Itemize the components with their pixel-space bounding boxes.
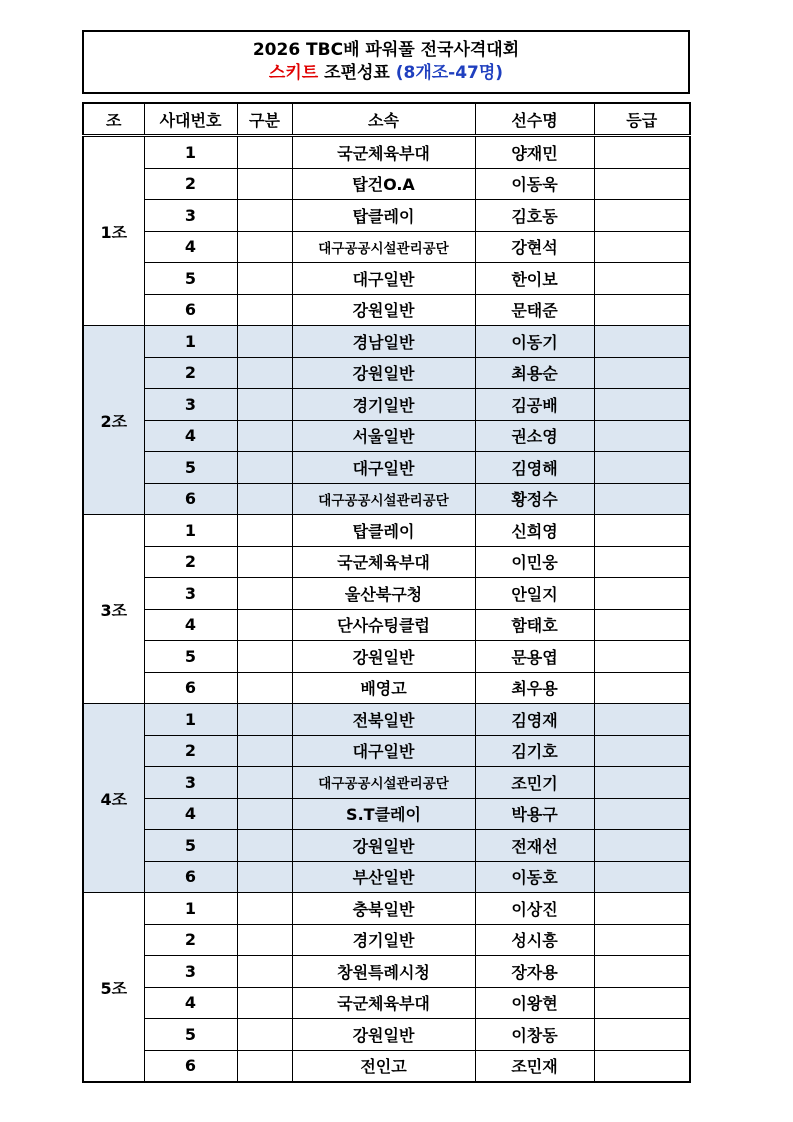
team-cell: 경남일반 — [292, 326, 475, 358]
team-cell: 탑건O.A — [292, 168, 475, 200]
grade-cell — [594, 609, 690, 641]
table-row — [83, 200, 690, 232]
player-name-cell: 김공배 — [475, 389, 594, 421]
document-subtitle — [84, 62, 688, 84]
type-cell — [237, 830, 292, 862]
lane-number-cell: 1 — [144, 893, 237, 925]
grade-cell — [594, 546, 690, 578]
lane-number-cell: 1 — [144, 515, 237, 547]
lane-number-cell: 2 — [144, 735, 237, 767]
grade-cell — [594, 578, 690, 610]
type-cell — [237, 767, 292, 799]
team-cell: 대구일반 — [292, 452, 475, 484]
team-cell: 배영고 — [292, 672, 475, 704]
player-name-cell: 전재선 — [475, 830, 594, 862]
type-cell — [237, 263, 292, 295]
lane-number-cell: 4 — [144, 987, 237, 1019]
grade-cell — [594, 168, 690, 200]
team-cell: 대구공공시설관리공단 — [292, 483, 475, 515]
player-name-cell: 이왕현 — [475, 987, 594, 1019]
table-row — [83, 672, 690, 704]
team-cell: 강원일반 — [292, 641, 475, 673]
lane-number-cell: 5 — [144, 830, 237, 862]
lane-number-cell: 1 — [144, 704, 237, 736]
lane-number-cell: 2 — [144, 168, 237, 200]
table-row — [83, 357, 690, 389]
type-cell — [237, 294, 292, 326]
team-cell: 강원일반 — [292, 1019, 475, 1051]
group-label: 1조 — [83, 136, 144, 326]
team-cell: 대구공공시설관리공단 — [292, 767, 475, 799]
table-row — [83, 578, 690, 610]
group-label: 4조 — [83, 704, 144, 893]
lane-number-cell: 5 — [144, 263, 237, 295]
type-cell — [237, 924, 292, 956]
table-row — [83, 704, 690, 736]
event-name: 스키트 — [268, 63, 319, 83]
type-cell — [237, 168, 292, 200]
player-name-cell: 신희영 — [475, 515, 594, 547]
type-cell — [237, 546, 292, 578]
lane-number-cell: 6 — [144, 483, 237, 515]
grade-cell — [594, 1019, 690, 1051]
player-name-cell: 문태준 — [475, 294, 594, 326]
table-row — [83, 987, 690, 1019]
table-row — [83, 861, 690, 893]
table-row — [83, 641, 690, 673]
team-cell: 강원일반 — [292, 294, 475, 326]
player-name-cell: 양재민 — [475, 136, 594, 169]
player-name-cell: 김영해 — [475, 452, 594, 484]
lane-number-cell: 3 — [144, 389, 237, 421]
column-header-player: 선수명 — [475, 103, 594, 136]
grade-cell — [594, 924, 690, 956]
lane-number-cell: 4 — [144, 420, 237, 452]
type-cell — [237, 609, 292, 641]
type-cell — [237, 452, 292, 484]
lane-number-cell: 3 — [144, 578, 237, 610]
table-row — [83, 452, 690, 484]
group-label: 5조 — [83, 893, 144, 1083]
grade-cell — [594, 798, 690, 830]
team-cell: 울산북구청 — [292, 578, 475, 610]
lane-number-cell: 6 — [144, 294, 237, 326]
player-name-cell: 한이보 — [475, 263, 594, 295]
type-cell — [237, 357, 292, 389]
lane-number-cell: 5 — [144, 641, 237, 673]
lane-number-cell: 1 — [144, 326, 237, 358]
team-cell: 국군체육부대 — [292, 136, 475, 169]
team-cell: 부산일반 — [292, 861, 475, 893]
lane-number-cell: 5 — [144, 1019, 237, 1051]
type-cell — [237, 389, 292, 421]
team-cell: 대구일반 — [292, 735, 475, 767]
lane-number-cell: 1 — [144, 136, 237, 169]
roster-table — [82, 102, 691, 1083]
lane-number-cell: 3 — [144, 767, 237, 799]
table-row — [83, 483, 690, 515]
team-cell: 충북일반 — [292, 893, 475, 925]
lane-number-cell: 2 — [144, 357, 237, 389]
table-row — [83, 231, 690, 263]
grade-cell — [594, 136, 690, 169]
type-cell — [237, 704, 292, 736]
team-cell: 창원특례시청 — [292, 956, 475, 988]
player-name-cell: 최우용 — [475, 672, 594, 704]
player-name-cell: 이창동 — [475, 1019, 594, 1051]
grade-cell — [594, 389, 690, 421]
type-cell — [237, 515, 292, 547]
type-cell — [237, 231, 292, 263]
player-name-cell: 권소영 — [475, 420, 594, 452]
grade-cell — [594, 672, 690, 704]
player-name-cell: 김기호 — [475, 735, 594, 767]
table-row — [83, 798, 690, 830]
type-cell — [237, 420, 292, 452]
player-name-cell: 강현석 — [475, 231, 594, 263]
grade-cell — [594, 641, 690, 673]
title-box — [82, 30, 690, 94]
table-row — [83, 515, 690, 547]
team-cell: 전인고 — [292, 1050, 475, 1082]
type-cell — [237, 1050, 292, 1082]
type-cell — [237, 200, 292, 232]
type-cell — [237, 136, 292, 169]
type-cell — [237, 641, 292, 673]
grade-cell — [594, 893, 690, 925]
team-cell: 국군체육부대 — [292, 546, 475, 578]
grade-cell — [594, 861, 690, 893]
player-name-cell: 황정수 — [475, 483, 594, 515]
player-name-cell: 김영재 — [475, 704, 594, 736]
player-name-cell: 장자용 — [475, 956, 594, 988]
player-name-cell: 이상진 — [475, 893, 594, 925]
table-row — [83, 735, 690, 767]
player-name-cell: 이민웅 — [475, 546, 594, 578]
grade-cell — [594, 357, 690, 389]
grade-cell — [594, 420, 690, 452]
table-row — [83, 609, 690, 641]
group-count: (8개조-47명) — [395, 63, 504, 83]
table-row — [83, 168, 690, 200]
team-cell: 강원일반 — [292, 357, 475, 389]
table-row — [83, 546, 690, 578]
grade-cell — [594, 294, 690, 326]
lane-number-cell: 2 — [144, 924, 237, 956]
player-name-cell: 조민재 — [475, 1050, 594, 1082]
team-cell: 단사슈팅클럽 — [292, 609, 475, 641]
grade-cell — [594, 452, 690, 484]
player-name-cell: 박용구 — [475, 798, 594, 830]
team-cell: 서울일반 — [292, 420, 475, 452]
player-name-cell: 조민기 — [475, 767, 594, 799]
table-row — [83, 420, 690, 452]
column-header-type: 구분 — [237, 103, 292, 136]
lane-number-cell: 3 — [144, 956, 237, 988]
team-cell: 탑클레이 — [292, 200, 475, 232]
player-name-cell: 문용엽 — [475, 641, 594, 673]
subtitle-text: 조편성표 — [324, 63, 390, 83]
player-name-cell: 이동호 — [475, 861, 594, 893]
lane-number-cell: 6 — [144, 861, 237, 893]
table-row — [83, 326, 690, 358]
grade-cell — [594, 704, 690, 736]
lane-number-cell: 6 — [144, 672, 237, 704]
grade-cell — [594, 830, 690, 862]
lane-number-cell: 5 — [144, 452, 237, 484]
table-row — [83, 956, 690, 988]
player-name-cell: 성시흥 — [475, 924, 594, 956]
table-row — [83, 263, 690, 295]
team-cell: 탑클레이 — [292, 515, 475, 547]
player-name-cell: 김호동 — [475, 200, 594, 232]
type-cell — [237, 672, 292, 704]
column-header-grade: 등급 — [594, 103, 690, 136]
grade-cell — [594, 515, 690, 547]
column-header-group: 조 — [83, 103, 144, 136]
lane-number-cell: 4 — [144, 798, 237, 830]
table-row — [83, 830, 690, 862]
grade-cell — [594, 483, 690, 515]
player-name-cell: 이동기 — [475, 326, 594, 358]
player-name-cell: 함태호 — [475, 609, 594, 641]
lane-number-cell: 6 — [144, 1050, 237, 1082]
team-cell: 경기일반 — [292, 924, 475, 956]
grade-cell — [594, 326, 690, 358]
table-row — [83, 389, 690, 421]
player-name-cell: 안일지 — [475, 578, 594, 610]
table-row — [83, 294, 690, 326]
grade-cell — [594, 1050, 690, 1082]
grade-cell — [594, 200, 690, 232]
lane-number-cell: 4 — [144, 231, 237, 263]
type-cell — [237, 1019, 292, 1051]
team-cell: 대구일반 — [292, 263, 475, 295]
type-cell — [237, 326, 292, 358]
grade-cell — [594, 987, 690, 1019]
document-title: 2026 TBC배 파워풀 전국사격대회 — [252, 40, 520, 60]
team-cell: 대구공공시설관리공단 — [292, 231, 475, 263]
lane-number-cell: 3 — [144, 200, 237, 232]
table-row — [83, 1050, 690, 1082]
type-cell — [237, 735, 292, 767]
type-cell — [237, 578, 292, 610]
team-cell: 강원일반 — [292, 830, 475, 862]
team-cell: 전북일반 — [292, 704, 475, 736]
table-row — [83, 924, 690, 956]
table-row — [83, 893, 690, 925]
grade-cell — [594, 263, 690, 295]
grade-cell — [594, 735, 690, 767]
table-row — [83, 136, 690, 169]
grade-cell — [594, 956, 690, 988]
type-cell — [237, 893, 292, 925]
lane-number-cell: 2 — [144, 546, 237, 578]
group-label: 2조 — [83, 326, 144, 515]
column-header-lane: 사대번호 — [144, 103, 237, 136]
grade-cell — [594, 767, 690, 799]
table-row — [83, 767, 690, 799]
column-header-team: 소속 — [292, 103, 475, 136]
type-cell — [237, 956, 292, 988]
group-label: 3조 — [83, 515, 144, 704]
player-name-cell: 이동욱 — [475, 168, 594, 200]
grade-cell — [594, 231, 690, 263]
roster-body — [83, 136, 690, 1083]
team-cell: 국군체육부대 — [292, 987, 475, 1019]
type-cell — [237, 861, 292, 893]
table-row — [83, 1019, 690, 1051]
lane-number-cell: 4 — [144, 609, 237, 641]
type-cell — [237, 798, 292, 830]
team-cell: 경기일반 — [292, 389, 475, 421]
header-row — [83, 103, 690, 136]
type-cell — [237, 483, 292, 515]
type-cell — [237, 987, 292, 1019]
team-cell: S.T클레이 — [292, 798, 475, 830]
player-name-cell: 최용순 — [475, 357, 594, 389]
